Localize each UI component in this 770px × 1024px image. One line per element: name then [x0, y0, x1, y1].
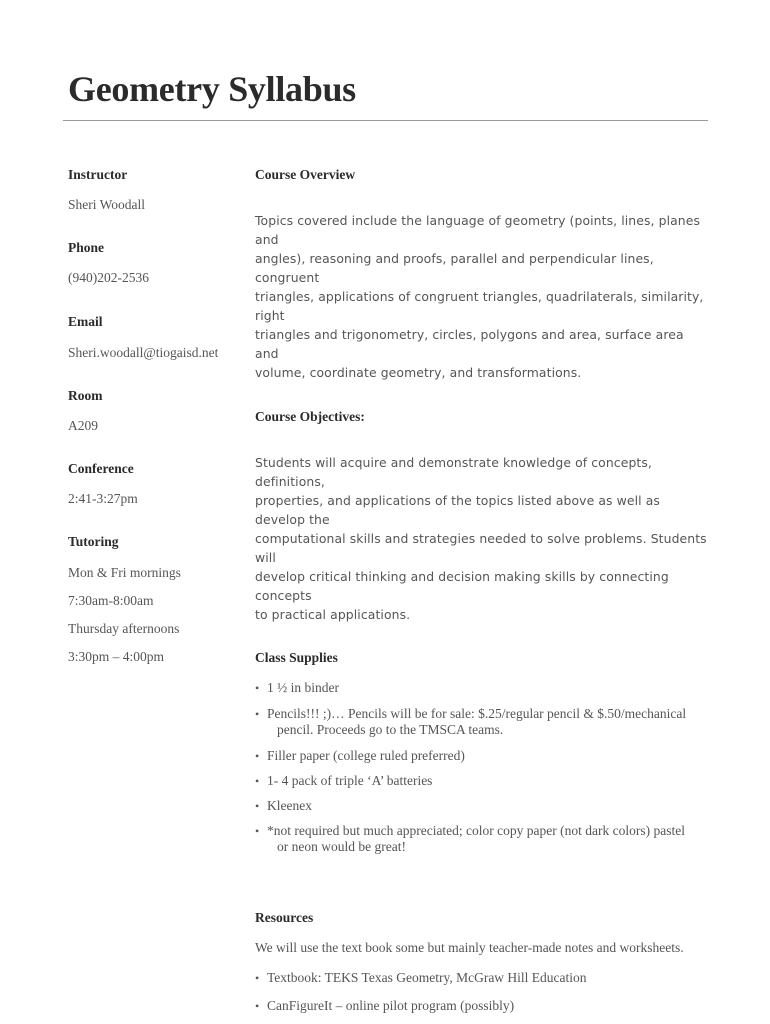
conference-time: 2:41-3:27pm: [68, 491, 138, 506]
list-item: • Pencils!!! ;)… Pencils will be for sale: $.25/regular pencil & $.50/mechanical pencil. Proceeds go to the TMSCA teams.: [255, 706, 707, 738]
title-divider: [63, 120, 708, 121]
main-content: [255, 167, 707, 1014]
phone-heading: Phone: [68, 240, 105, 255]
course-overview-text: [255, 211, 707, 382]
instructor-heading: Instructor: [68, 167, 128, 182]
objectives-line: Students will acquire and demonstrate knowledge of concepts, definitions,: [255, 455, 652, 489]
overview-line: triangles, applications of congruent triangles, quadrilaterals, similarity, right: [255, 289, 704, 323]
course-objectives-text: [255, 453, 707, 624]
overview-line: angles), reasoning and proofs, parallel and perpendicular lines, congruent: [255, 251, 654, 285]
overview-line: Topics covered include the language of geometry (points, lines, planes and: [255, 213, 701, 247]
room-heading: Room: [68, 388, 103, 403]
room-number: A209: [68, 418, 98, 433]
resources-heading: Resources: [255, 910, 314, 925]
objectives-line: properties, and applications of the topics listed above as well as develop the: [255, 493, 660, 527]
supplies-list: [255, 680, 707, 855]
list-item: • Kleenex: [255, 798, 707, 814]
list-item: • Textbook: TEKS Texas Geometry, McGraw Hill Education: [255, 970, 707, 986]
page-title: Geometry Syllabus: [68, 69, 356, 109]
objectives-line: develop critical thinking and decision making skills by connecting concepts: [255, 569, 669, 603]
list-item: • CanFigureIt – online pilot program (possibly): [255, 998, 707, 1014]
tutoring-line: 7:30am-8:00am: [68, 593, 154, 608]
objectives-line: to practical applications.: [255, 607, 411, 622]
list-item: • 1- 4 pack of triple ‘A’ batteries: [255, 773, 707, 789]
tutoring-line: 3:30pm – 4:00pm: [68, 649, 165, 664]
resources-intro: We will use the text book some but mainly teacher-made notes and worksheets.: [255, 940, 684, 955]
email-address: Sheri.woodall@tiogaisd.net: [68, 345, 219, 360]
tutoring-line: Thursday afternoons: [68, 621, 180, 636]
overview-line: triangles and trigonometry, circles, polygons and area, surface area and: [255, 327, 684, 361]
instructor-name: Sheri Woodall: [68, 197, 146, 212]
course-objectives-heading: Course Objectives:: [255, 409, 365, 424]
list-item: • Filler paper (college ruled preferred): [255, 748, 707, 764]
tutoring-heading: Tutoring: [68, 534, 119, 549]
resources-list: [255, 970, 707, 1014]
contact-sidebar: [68, 167, 238, 665]
overview-line: volume, coordinate geometry, and transformations.: [255, 365, 582, 380]
objectives-line: computational skills and strategies needed to solve problems. Students will: [255, 531, 707, 565]
class-supplies-heading: Class Supplies: [255, 650, 338, 665]
list-item: • *not required but much appreciated; color copy paper (not dark colors) pastel or neon would be great!: [255, 823, 707, 855]
course-overview-heading: Course Overview: [255, 167, 356, 182]
email-heading: Email: [68, 314, 103, 329]
phone-number: (940)202-2536: [68, 270, 149, 285]
conference-heading: Conference: [68, 461, 134, 476]
list-item: • 1 ½ in binder: [255, 680, 707, 696]
tutoring-line: Mon & Fri mornings: [68, 565, 181, 580]
